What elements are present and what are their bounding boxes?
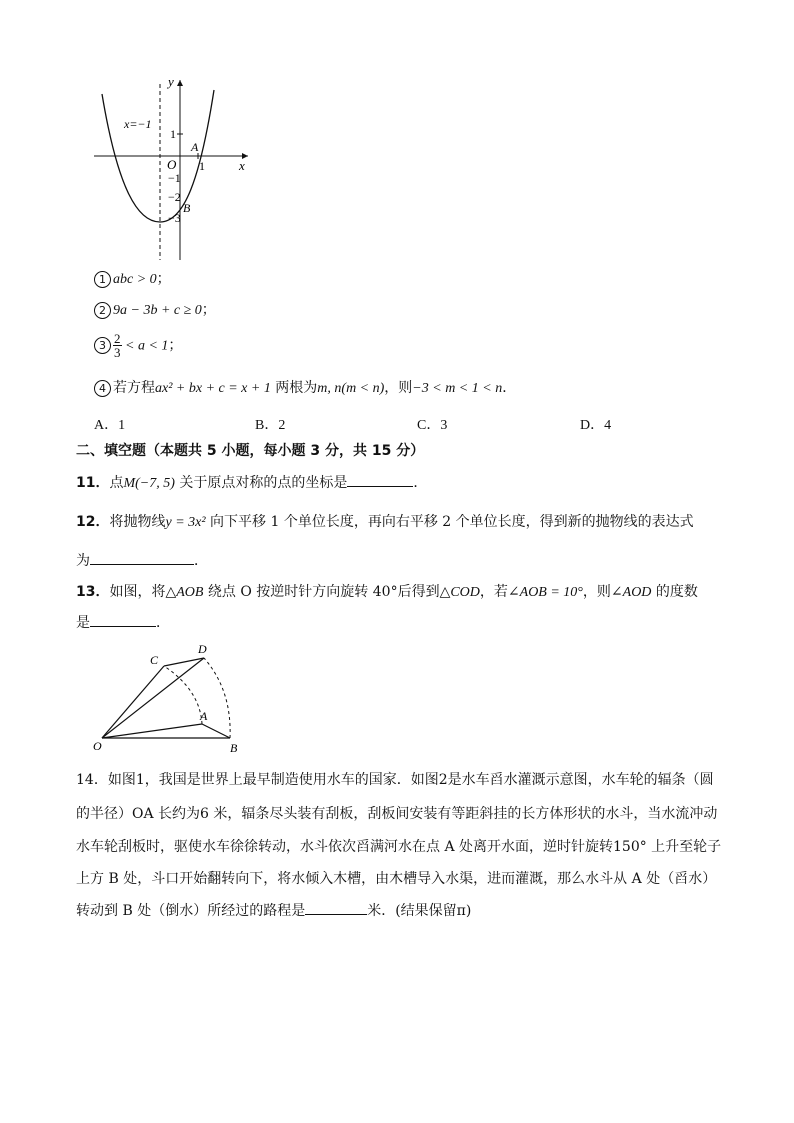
choice-b: B．2 [255, 418, 286, 433]
statement-1: 1 abc > 0； [94, 269, 171, 290]
tick-label-m2: −2 [168, 190, 181, 204]
answer-blank [347, 472, 413, 487]
x-axis-label: x [239, 158, 245, 173]
question-11: 11．点M(−7, 5) 关于原点对称的点的坐标是 ． [76, 472, 427, 494]
statement-3: 3 $\frac{2}{3}$ < a < 1； [94, 332, 182, 359]
label-o: O [93, 739, 102, 753]
rotation-figure [90, 640, 250, 760]
statement-2: 2 9a − 3b + c ≥ 0； [94, 300, 216, 321]
tick-label-m3: −3 [168, 211, 181, 225]
question-12-line2: 为 ． [76, 550, 208, 571]
origin-label: O [167, 157, 177, 172]
label-d: D [198, 642, 207, 656]
tick-label-x1: 1 [199, 159, 205, 173]
tick-label-1: 1 [170, 127, 176, 141]
answer-blank [90, 550, 194, 565]
point-a-label: A [191, 140, 199, 154]
question-13: 13．如图，将△AOB 绕点 O 按逆时针方向旋转 40°后得到△COD，若∠AOB = 10°，则∠AOD 的度数 [76, 584, 698, 600]
y-axis-label: y [168, 74, 174, 89]
choice-a: A．1 [94, 418, 126, 433]
point-b-label: B [183, 201, 191, 215]
symmetry-label: x=−1 [124, 117, 152, 131]
choice-c: C．3 [417, 418, 448, 433]
answer-blank [90, 612, 156, 627]
label-c: C [150, 653, 159, 667]
section-heading: 二、填空题（本题共 5 小题，每小题 3 分，共 15 分） [76, 443, 425, 459]
tick-label-m1: −1 [168, 171, 181, 185]
statement-number: 4 [94, 380, 111, 397]
question-14-line1: 14．如图1，我国是世界上最早制造使用水车的国家．如图2是水车舀水灌溉示意图，水车轮的辐条（圆 [76, 772, 714, 788]
question-12: 12．将抛物线y = 3x² 向下平移 1 个单位长度，再向右平移 2 个单位长度，得到新的抛物线的表达式 [76, 514, 694, 530]
question-14-line4: 上方 B 处，斗口开始翻转向下，将水倾入木槽，由木槽导入水渠，进而灌溉，那么水斗从 A 处（舀水） [76, 871, 717, 887]
question-14-line2: 的半径）OA 长约为6 米，辐条尽头装有刮板，刮板间安装有等距斜挂的长方体形状的水斗，当水流冲动 [76, 806, 718, 822]
fraction: $\frac{2}{3}$ [114, 331, 121, 360]
arc-b-d [204, 658, 230, 738]
statement-4: 4 若方程ax² + bx + c = x + 1 两根为m, n(m < n)，则−3 < m < 1 < n． [94, 378, 516, 399]
statement-number: 3 [94, 337, 111, 354]
question-14-line3: 水车轮刮板时，驱使水车徐徐转动，水斗依次舀满河水在点 A 处离开水面，逆时针旋转150° 上升至轮子 [76, 839, 722, 855]
answer-blank [305, 900, 367, 915]
statement-number: 2 [94, 302, 111, 319]
label-b: B [230, 741, 238, 755]
parabola-graph [88, 70, 268, 270]
label-a: A [200, 709, 208, 723]
question-14-line5: 转动到 B 处（倒水）所经过的路程是 米．(结果保留π) [76, 900, 471, 921]
question-13-line2: 是 ． [76, 612, 170, 633]
statement-number: 1 [94, 271, 111, 288]
choice-d: D．4 [580, 418, 612, 433]
